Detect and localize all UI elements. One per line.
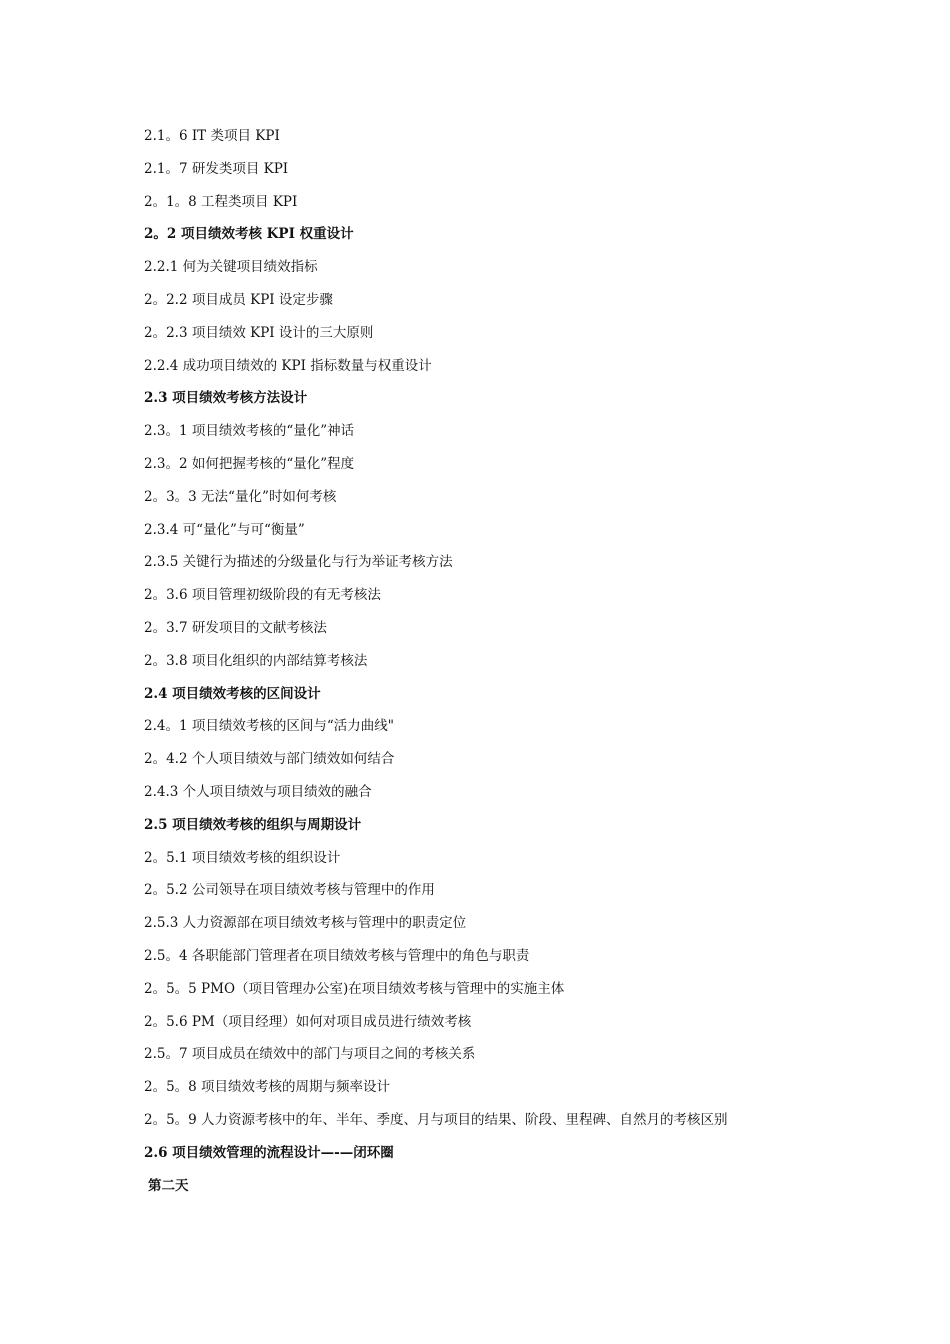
toc-line: 2。1。8 工程类项目 KPI (144, 193, 298, 210)
toc-line: 2.1。6 IT 类项目 KPI (144, 128, 280, 144)
toc-line: 2.2.1 何为关键项目绩效指标 (144, 259, 318, 276)
toc-line: 2.5.3 人力资源部在项目绩效考核与管理中的职责定位 (144, 915, 467, 932)
day-heading: 第二天 (148, 1177, 189, 1194)
toc-line: 2。3.6 项目管理初级阶段的有无考核法 (144, 587, 381, 604)
toc-line: 2。2.2 项目成员 KPI 设定步骤 (144, 291, 333, 308)
toc-line: 2.4。1 项目绩效考核的区间与“活力曲线" (144, 718, 394, 735)
toc-line: 2。4.2 个人项目绩效与部门绩效如何结合 (144, 751, 395, 768)
toc-line: 2.3。1 项目绩效考核的“量化”神话 (144, 423, 355, 440)
toc-line: 2。5。9 人力资源考核中的年、半年、季度、月与项目的结果、阶段、里程碑、自然月的考核区别 (144, 1111, 728, 1128)
section-heading: 2。2 项目绩效考核 KPI 权重设计 (144, 226, 354, 243)
toc-line: 2。5.1 项目绩效考核的组织设计 (144, 849, 341, 866)
toc-line: 2.3.4 可“量化”与可“衡量” (144, 521, 305, 538)
table-of-contents (144, 124, 864, 1206)
toc-line: 2.5。7 项目成员在绩效中的部门与项目之间的考核关系 (144, 1046, 476, 1063)
toc-line: 2。3.7 研发项目的文献考核法 (144, 619, 327, 636)
toc-line: 2.3.5 关键行为描述的分级量化与行为举证考核方法 (144, 554, 453, 571)
toc-line: 2.2.4 成功项目绩效的 KPI 指标数量与权重设计 (144, 357, 432, 374)
section-heading: 2.3 项目绩效考核方法设计 (144, 390, 308, 407)
section-heading: 2.5 项目绩效考核的组织与周期设计 (144, 816, 362, 833)
toc-line: 2.4.3 个人项目绩效与项目绩效的融合 (144, 783, 372, 800)
toc-line: 2。2.3 项目绩效 KPI 设计的三大原则 (144, 324, 374, 341)
toc-line: 2.1。7 研发类项目 KPI (144, 160, 289, 177)
toc-line: 2。5.6 PM（项目经理）如何对项目成员进行绩效考核 (144, 1013, 472, 1030)
section-heading: 2.6 项目绩效管理的流程设计—-—闭环圈 (144, 1144, 394, 1161)
toc-line: 2。3.8 项目化组织的内部结算考核法 (144, 652, 368, 669)
toc-line: 2。3。3 无法“量化”时如何考核 (144, 488, 337, 505)
toc-line: 2.3。2 如何把握考核的“量化”程度 (144, 455, 355, 472)
toc-line: 2。5.2 公司领导在项目绩效考核与管理中的作用 (144, 882, 435, 899)
section-heading: 2.4 项目绩效考核的区间设计 (144, 685, 321, 702)
toc-line: 2.5。4 各职能部门管理者在项目绩效考核与管理中的角色与职责 (144, 947, 530, 964)
toc-line: 2。5。8 项目绩效考核的周期与频率设计 (144, 1079, 391, 1096)
toc-line: 2。5。5 PMO（项目管理办公室)在项目绩效考核与管理中的实施主体 (144, 980, 565, 997)
